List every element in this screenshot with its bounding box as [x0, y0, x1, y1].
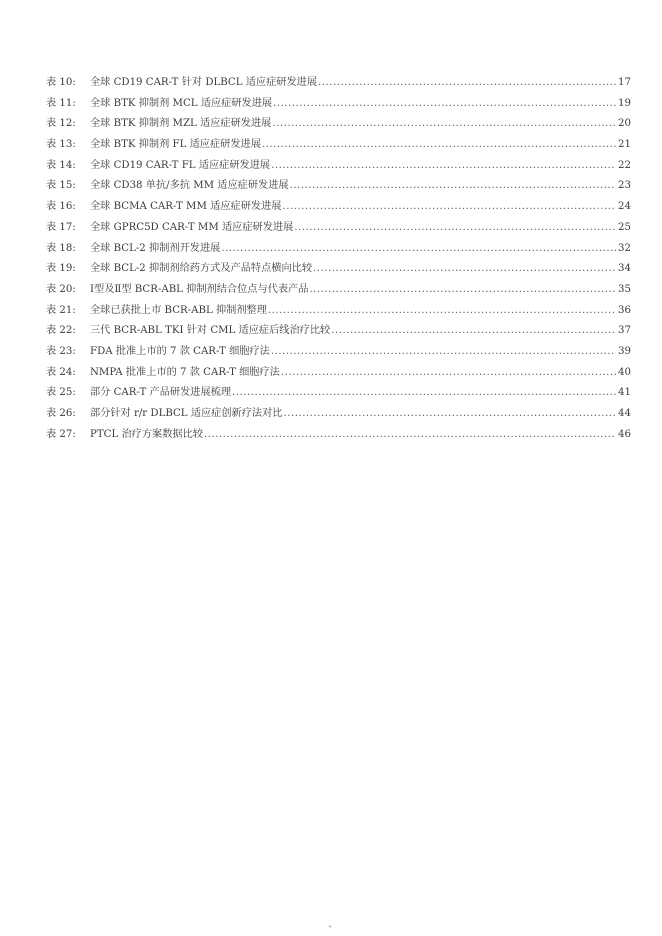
toc-entry[interactable] — [46, 404, 631, 425]
toc-entry-page: 20 — [618, 118, 631, 130]
toc-entry-label: 表 14: — [46, 159, 76, 171]
dot-leader — [272, 114, 616, 135]
dot-leader — [309, 280, 616, 301]
toc-entry-title: 全球 BTK 抑制剂 MCL 适应症研发进展 — [90, 97, 273, 109]
toc-entry-title: 部分 CAR-T 产品研发进展梳理 — [90, 387, 232, 399]
toc-entry-page: 19 — [618, 97, 631, 109]
toc-entry[interactable] — [46, 363, 631, 384]
toc-entry-label: 表 12: — [46, 118, 76, 130]
toc-entry-page: 36 — [618, 304, 631, 316]
toc-entry-title: 全球 CD38 单抗/多抗 MM 适应症研发进展 — [90, 180, 289, 192]
toc-entry-page: 35 — [618, 283, 631, 295]
dot-leader — [262, 135, 616, 156]
toc-entry-title: 全球 BCMA CAR-T MM 适应症研发进展 — [90, 201, 282, 213]
toc-entry-page: 40 — [618, 366, 631, 378]
toc-entry-title: 全球 BCL-2 抑制剂给药方式及产品特点横向比较 — [90, 263, 313, 275]
toc-entry-title: 全球 CD19 CAR-T FL 适应症研发进展 — [90, 159, 271, 171]
toc-entry-label: 表 27: — [46, 428, 76, 440]
toc-entry-label: 表 16: — [46, 201, 76, 213]
toc-entry-label: 表 22: — [46, 325, 76, 337]
toc-entry[interactable] — [46, 114, 631, 135]
toc-entry-title: Ⅰ型及Ⅱ型 BCR-ABL 抑制剂结合位点与代表产品 — [90, 283, 309, 295]
toc-entry-label: 表 19: — [46, 263, 76, 275]
dot-leader — [281, 363, 616, 384]
toc-entry-label: 表 18: — [46, 242, 76, 254]
dot-leader — [232, 383, 616, 404]
dot-leader — [271, 156, 616, 177]
toc-entry[interactable] — [46, 176, 631, 197]
toc-entry[interactable] — [46, 197, 631, 218]
toc-entry-title: 全球 BCL-2 抑制剂开发进展 — [90, 242, 221, 254]
dot-leader — [284, 404, 617, 425]
dot-leader — [221, 239, 616, 260]
toc-entry-page: 44 — [618, 408, 631, 419]
dot-leader — [318, 73, 616, 94]
toc-entry[interactable] — [46, 218, 631, 239]
toc-entry-title: 部分针对 r/r DLBCL 适应症创新疗法对比 — [90, 408, 283, 419]
toc-entry-label: 表 17: — [46, 221, 76, 233]
toc-entry-page: 17 — [618, 77, 631, 88]
toc-entry-page: 39 — [618, 345, 631, 357]
toc-entry[interactable] — [46, 383, 631, 404]
toc-entry[interactable] — [46, 156, 631, 177]
toc-entry-title: FDA 批准上市的 7 款 CAR-T 细胞疗法 — [90, 345, 270, 357]
dot-leader — [290, 176, 616, 197]
toc-entry-title: 全球 BTK 抑制剂 MZL 适应症研发进展 — [90, 118, 272, 130]
dot-leader — [271, 342, 616, 363]
toc-entry[interactable] — [46, 135, 631, 156]
toc-entry[interactable] — [46, 94, 631, 115]
toc-entry-page: 37 — [618, 325, 631, 337]
toc-entry[interactable] — [46, 342, 631, 363]
dot-leader — [294, 218, 616, 239]
toc-entry-page: 24 — [618, 201, 631, 213]
dot-leader — [331, 321, 616, 342]
dot-leader — [313, 259, 616, 280]
dot-leader — [268, 301, 616, 322]
toc-entry-label: 表 13: — [46, 139, 76, 151]
toc-entry-label: 表 21: — [46, 304, 76, 316]
toc-entry-page: 25 — [618, 221, 631, 233]
toc-entry-title: 三代 BCR-ABL TKI 针对 CML 适应症后线治疗比较 — [90, 325, 331, 337]
dot-leader — [282, 197, 616, 218]
toc-entry-page: 21 — [618, 139, 631, 151]
toc-entry-page: 23 — [618, 180, 631, 192]
toc-entry-title: PTCL 治疗方案数据比较 — [90, 428, 203, 440]
dot-leader — [204, 425, 616, 446]
table-of-figures — [46, 73, 631, 445]
toc-entry[interactable] — [46, 239, 631, 260]
toc-entry-page: 22 — [618, 159, 631, 171]
toc-entry-page: 41 — [618, 387, 631, 399]
toc-entry-label: 表 24: — [46, 366, 76, 378]
toc-entry[interactable] — [46, 425, 631, 446]
toc-entry-title: 全球 BTK 抑制剂 FL 适应症研发进展 — [90, 139, 261, 151]
toc-entry[interactable] — [46, 259, 631, 280]
toc-entry-page: 46 — [618, 428, 631, 440]
toc-entry-label: 表 11: — [46, 97, 76, 109]
toc-entry-label: 表 26: — [46, 408, 76, 419]
toc-entry[interactable] — [46, 301, 631, 322]
toc-entry-title: 全球 GPRC5D CAR-T MM 适应症研发进展 — [90, 221, 294, 233]
toc-entry[interactable] — [46, 321, 631, 342]
toc-entry-page: 34 — [618, 263, 631, 275]
toc-entry-title: 全球已获批上市 BCR-ABL 抑制剂整理 — [90, 304, 267, 316]
footer-mark: • — [328, 924, 332, 931]
toc-entry-page: 32 — [618, 242, 631, 254]
toc-entry-label: 表 25: — [46, 387, 76, 399]
toc-entry-label: 表 10: — [46, 77, 76, 88]
toc-entry-title: 全球 CD19 CAR-T 针对 DLBCL 适应症研发进展 — [90, 77, 318, 88]
toc-entry-label: 表 23: — [46, 345, 76, 357]
dot-leader — [273, 94, 616, 115]
toc-entry-label: 表 20: — [46, 283, 76, 295]
toc-entry-label: 表 15: — [46, 180, 76, 192]
toc-entry[interactable] — [46, 73, 631, 94]
toc-entry-title: NMPA 批准上市的 7 款 CAR-T 细胞疗法 — [90, 366, 280, 378]
toc-entry[interactable] — [46, 280, 631, 301]
